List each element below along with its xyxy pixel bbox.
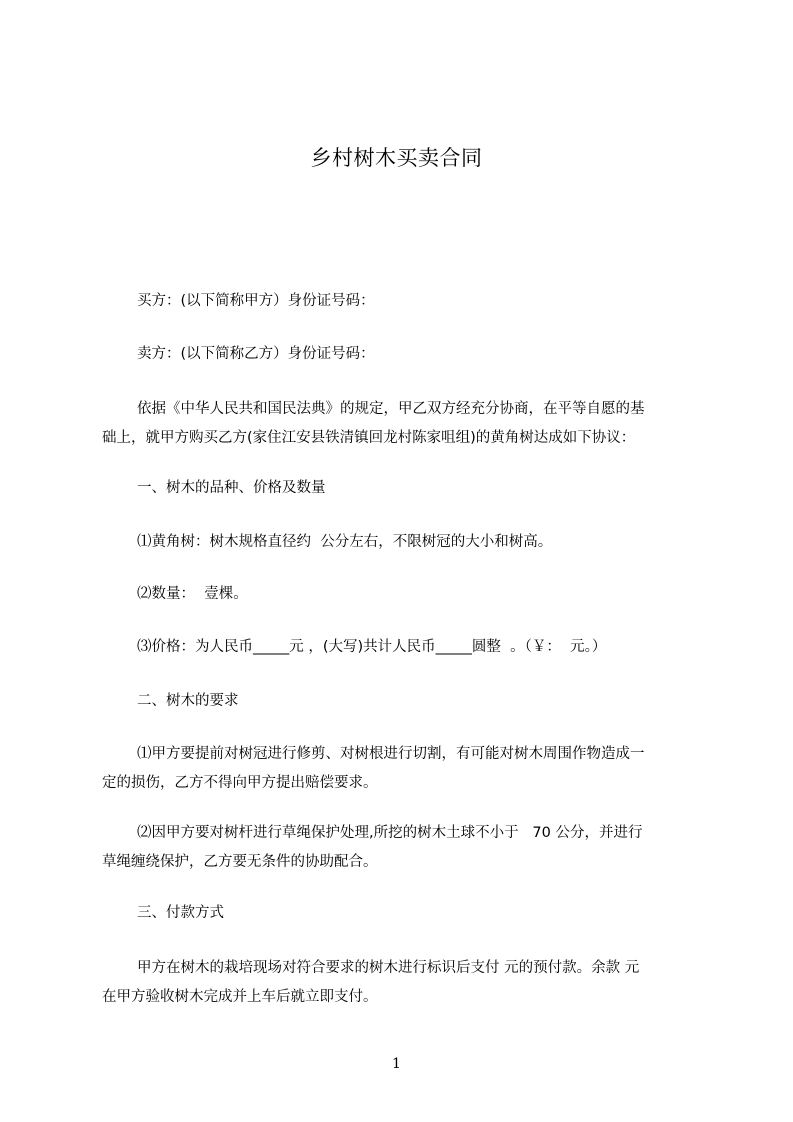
buyer-line: 买方：(以下简称甲方）身份证号码：	[137, 293, 375, 309]
page-number: 1	[392, 1056, 401, 1072]
seller-line: 卖方：(以下简称乙方）身份证号码：	[137, 346, 375, 362]
payment-line-1: 甲方在树木的栽培现场对符合要求的树木进行标识后支付 元的预付款。余款 元	[137, 960, 640, 976]
item-1-3: ⑶价格：为人民币_____元 ，(大写)共计人民币_____圆整 。（￥： 元。）	[137, 639, 607, 655]
item-2-2-line-2: 草绳缠绕保护，乙方要无条件的协助配合。	[102, 854, 378, 870]
intro-line-1: 依据《中华人民共和国民法典》的规定，甲乙双方经充分协商，在平等自愿的基	[137, 401, 645, 417]
document-title: 乡村树木买卖合同	[310, 146, 483, 170]
intro-line-2: 础上，就甲方购买乙方(家住江安县铁清镇回龙村陈家咀组)的黄角树达成如下协议：	[102, 430, 636, 446]
item-2-1-line-1: ⑴甲方要提前对树冠进行修剪、对树根进行切割，有可能对树木周围作物造成一	[137, 746, 645, 762]
section-1-heading: 一、树木的品种、价格及数量	[137, 480, 326, 496]
item-1-1: ⑴黄角树：树木规格直径约 公分左右，不限树冠的大小和树高。	[137, 534, 553, 550]
payment-line-2: 在甲方验收树木完成并上车后就立即支付。	[102, 989, 378, 1005]
item-1-2: ⑵数量： 壹棵。	[137, 586, 248, 602]
section-3-heading: 三、付款方式	[137, 905, 224, 921]
item-2-2-line-1: ⑵因甲方要对树杆进行草绳保护处理,所挖的树木土球不小于 70 公分，并进行	[137, 825, 643, 841]
item-2-1-line-2: 定的损伤，乙方不得向甲方提出赔偿要求。	[102, 775, 378, 791]
section-2-heading: 二、树木的要求	[137, 693, 239, 709]
